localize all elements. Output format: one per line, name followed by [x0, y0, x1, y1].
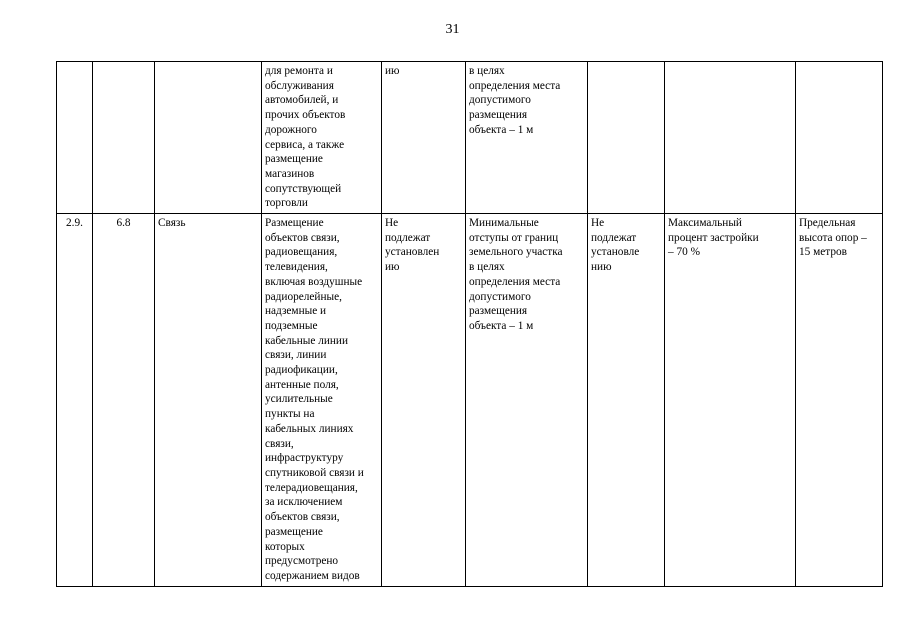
- cell-coverage: [665, 62, 796, 214]
- cell-other: Предельная высота опор – 15 метров: [796, 214, 883, 587]
- cell-coverage: Максимальный процент застройки – 70 %: [665, 214, 796, 587]
- cell-name: Связь: [155, 214, 262, 587]
- table-row: [57, 62, 883, 214]
- cell-name: [155, 62, 262, 214]
- table-row: [57, 214, 883, 587]
- cell-setbacks: в целях определения места допустимого размещения объекта – 1 м: [466, 62, 588, 214]
- cell-other: [796, 62, 883, 214]
- cell-number: [57, 62, 93, 214]
- regulations-table: [56, 61, 883, 587]
- cell-code: [93, 62, 155, 214]
- cell-description: для ремонта и обслуживания автомобилей, и прочих объектов дорожного сервиса, а также размещение магазинов сопутствующей торговли: [262, 62, 382, 214]
- cell-floors: Не подлежат установле нию: [588, 214, 665, 587]
- cell-number: 2.9.: [57, 214, 93, 587]
- cell-description: Размещение объектов связи, радиовещания, телевидения, включая воздушные радиорелейные, надземные и подземные кабельные линии связи, линии радиофикации, антенные поля, усилительные пункты на кабельных линиях связи, инфраструктуру спутниковой связи и телерадиовещания, за исключением объектов связи, размещение которых предусмотрено содержанием видов: [262, 214, 382, 587]
- cell-min-size: ию: [382, 62, 466, 214]
- cell-min-size: Не подлежат установлен ию: [382, 214, 466, 587]
- cell-code: 6.8: [93, 214, 155, 587]
- page-number: 31: [445, 22, 460, 37]
- cell-floors: [588, 62, 665, 214]
- cell-setbacks: Минимальные отступы от границ земельного участка в целях определения места допустимого размещения объекта – 1 м: [466, 214, 588, 587]
